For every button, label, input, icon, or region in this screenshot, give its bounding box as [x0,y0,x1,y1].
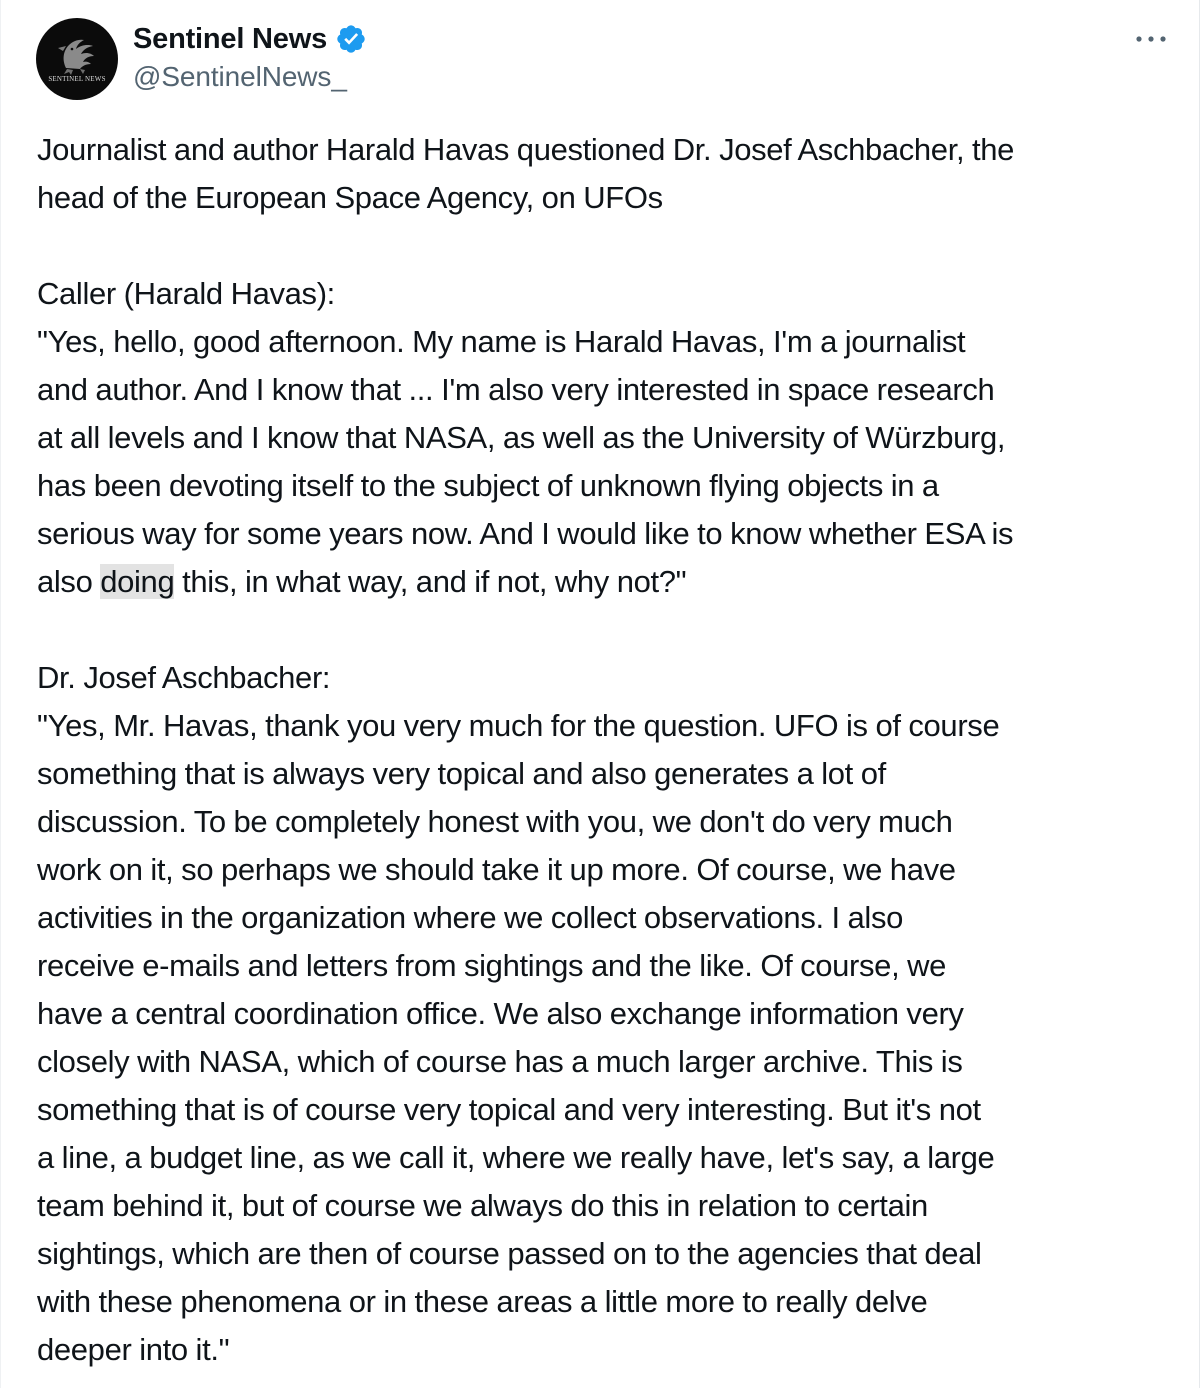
text-line: something that is always very topical and also generates a lot of [37,756,886,791]
text-line: a line, a budget line, as we call it, where we really have, let's say, a large [37,1140,995,1175]
display-name-row [133,20,367,58]
more-options-button[interactable] [1131,24,1171,54]
author-handle[interactable]: @SentinelNews_ [133,61,347,92]
avatar-label: SENTINEL NEWS [48,75,106,83]
text-line: discussion. To be completely honest with you, we don't do very much [37,804,953,839]
text-line: head of the European Space Agency, on UFOs [37,180,663,215]
text-line: with these phenomena or in these areas a little more to really delve [37,1284,928,1319]
text-line: "Yes, hello, good afternoon. My name is Harald Havas, I'm a journalist [37,324,966,359]
text-line: have a central coordination office. We also exchange information very [37,996,964,1031]
author-names [133,20,367,93]
text-line: has been devoting itself to the subject of unknown flying objects in a [37,468,939,503]
text-line: team behind it, but of course we always do this in relation to certain [37,1188,928,1223]
answer-paragraph [37,654,1187,1374]
text-line: sightings, which are then of course passed on to the agencies that deal [37,1236,982,1271]
avatar[interactable] [36,18,118,100]
text-line: and author. And I know that ... I'm also very interested in space research [37,372,995,407]
more-horizontal-icon [1134,34,1168,44]
caller-label: Caller (Harald Havas): [37,276,335,311]
answer-label: Dr. Josef Aschbacher: [37,660,331,695]
text-line: deeper into it." [37,1332,230,1367]
post-text [37,126,1187,1374]
text-line: activities in the organization where we collect observations. I also [37,900,903,935]
text-fragment: also [37,564,101,599]
text-line: "Yes, Mr. Havas, thank you very much for the question. UFO is of course [37,708,1000,743]
intro-paragraph [37,126,1187,222]
text-fragment: this, in what way, and if not, why not?" [174,564,687,599]
caller-paragraph [37,270,1187,606]
text-line: at all levels and I know that NASA, as well as the University of Würzburg, [37,420,1006,455]
display-name[interactable]: Sentinel News [133,22,328,55]
text-line: something that is of course very topical and very interesting. But it's not [37,1092,981,1127]
text-line [37,558,1187,606]
text-line: work on it, so perhaps we should take it up more. Of course, we have [37,852,956,887]
text-line: closely with NASA, which of course has a much larger archive. This is [37,1044,963,1079]
post-header [36,18,1171,100]
selected-word: doing [100,564,175,599]
text-line: receive e-mails and letters from sightings and the like. Of course, we [37,948,947,983]
griffin-logo-icon [36,18,118,100]
verified-badge-icon[interactable] [335,23,367,55]
text-line: serious way for some years now. And I would like to know whether ESA is [37,516,1014,551]
text-line: Journalist and author Harald Havas questioned Dr. Josef Aschbacher, the [37,132,1015,167]
